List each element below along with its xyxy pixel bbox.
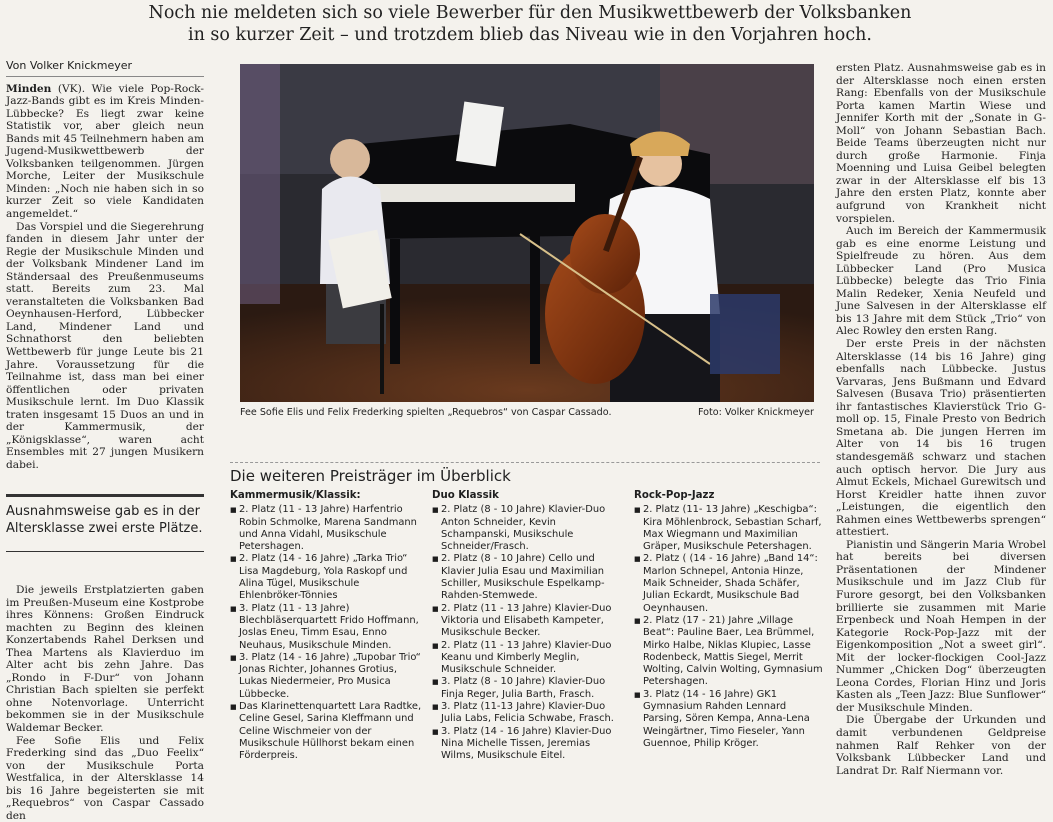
prize-entry: ■ 2. Platz (11 - 13 Jahre) Klavier-Duo Keanu und Kimberly Meglin, Musikschule Schneider. — [432, 640, 624, 677]
photo-caption: Fee Sofie Elis und Felix Frederking spielten „Requebros“ von Caspar Cassado. — [240, 407, 612, 418]
author-byline: Von Volker Knickmeyer — [6, 60, 204, 77]
paragraph-award-ceremony: Die Übergabe der Urkunden und damit verbundenen Geldpreise nahmen Ralf Rehker von der Volksbank Lübbecker Land und Landrat Dr. Ralf Niermann vor. — [836, 714, 1046, 777]
prize-entry: ■ 3. Platz (8 - 10 Jahre) Klavier-Duo Finja Reger, Julia Barth, Frasch. — [432, 676, 624, 701]
prize-entry: ■ 3. Platz (11 - 13 Jahre) Blechbläserquartett Frido Hoffmann, Joslas Eneu, Timm Esau, Enno Neuhaus, Musikschule Minden. — [230, 603, 422, 652]
prize-entry: ■ 2. Platz (8 - 10 Jahre) Klavier-Duo Anton Schneider, Kevin Schampanski, Musikschule Schneider/Frasch. — [432, 504, 624, 553]
paragraph-rock-pop-jazz: Pianistin und Sängerin Maria Wrobel hat bereits bei diversen Präsentationen der Mindener Musikschule und im Jazz Club für Furore gesorgt, bei den Volksbanken brillierte sie zusammen mit Marie Erpenbeck und Noah Hempen in der Kategorie Rock-Pop-Jazz mit der Eigenkomposition „Not a sweet girl“. Mit der locker-flockigen Cool-Jazz Nummer „Chicken Dog“ überzeugten Leona Cordes, Florian Hinz und Joris Kasten als „Teen Jazz: Blue Sunflower“ der Musikschule Minden. — [836, 538, 1046, 714]
article-photo — [240, 64, 814, 402]
prize-entry: ■ 3. Platz (14 - 16 Jahre) Klavier-Duo Nina Michelle Tissen, Jeremias Wilms, Musikschule Eitel. — [432, 726, 624, 763]
prize-column-kammermusik — [230, 490, 422, 763]
prize-list — [634, 504, 824, 750]
prize-list — [230, 504, 422, 762]
prize-entry: ■ 2. Platz (14 - 16 Jahre) „Tarka Trio“ Lisa Magdeburg, Yola Raskopf und Alina Tügel, Musikschule Ehlenbröker-Tönnies — [230, 553, 422, 602]
left-column — [6, 60, 204, 472]
prize-list — [432, 504, 624, 762]
paragraph-concert: Die jeweils Erstplatzierten gaben im Preußen-Museum eine Kostprobe ihres Könnens: Großen Eindruck machten zu Beginn des kleinen Konzertabends Rahel Derksen und Thea Martens als Klavierduo im Alter acht bis zehn Jahre. Das „Rondo in F-Dur“ von Johann Christian Bach spielten sie perfekt ohne Notenvorlage. Unterricht bekommen sie in der Musikschule Waldemar Becker. — [6, 584, 204, 735]
prize-entry: ■ 3. Platz (11-13 Jahre) Klavier-Duo Julia Labs, Felicia Schwabe, Frasch. — [432, 701, 624, 726]
prize-entry: ■ 2. Platz (11 - 13 Jahre) Harfentrio Robin Schmolke, Marena Sandmann und Anna Vidahl, Musikschule Petershagen. — [230, 504, 422, 553]
paragraph-event: Das Vorspiel und die Siegerehrung fanden in diesem Jahr unter der Regie der Musikschule Minden und der Volksbank Mindener Land im Ständersaal des Preußenmuseums statt. Bereits zum 23. Mal veranstalteten die Volksbanken Bad Oeynhausen-Herford, Lübbecker Land, Mindener Land und Schnathorst den beliebten Wettbewerb für junge Leute bis 21 Jahre. Voraussetzung für die Teilnahme ist, dass man bei einer öffentlichen oder privaten Musikschule lernt. Im Duo Klassik traten insgesamt 15 Duos an und in der Kammermusik, der „Königsklasse“, waren acht Ensembles mit 27 jungen Musikern dabei. — [6, 220, 204, 471]
photo-caption-row — [240, 407, 814, 418]
photo-credit: Foto: Volker Knickmeyer — [697, 407, 814, 418]
prize-column-duo-klassik — [432, 490, 624, 763]
prize-entry: ■ 2. Platz (17 - 21) Jahre „Village Beat“: Pauline Baer, Lea Brümmel, Mirko Halbe, Niklas Klupiec, Lasse Rodenbeck, Mattis Siegel, Merrit Wolting, Calvin Wolting, Gymnasium Petershagen. — [634, 615, 824, 689]
pull-quote: Ausnahmsweise gab es in der Altersklasse zwei erste Plätze. — [6, 494, 204, 552]
paragraph-intro-text: (VK). Wie viele Pop-Rock-Jazz-Bands gibt es im Kreis Minden-Lübbecke? Es liegt zwar keine Statistik vor, aber gleich neun Bands mit 45 Teilnehmern haben am Jugend-Musikwettbewerb der Volksbanken teilgenommen. Jürgen Morche, Leiter der Musikschule Minden: „Noch nie haben sich in so kurzer Zeit so viele Kandidaten angemeldet.“ — [6, 82, 204, 221]
prize-entry: ■ 2. Platz (8 - 10 Jahre) Cello und Klavier Julia Esau und Maximilian Schiller, Musikschule Espelkamp-Rahden-Stemwede. — [432, 553, 624, 602]
paragraph-busava-trio: Der erste Preis in der nächsten Altersklasse (14 bis 16 Jahre) ging ebenfalls nach Lübbecke. Justus Varvaras, Jens Bußmann und Edvard Salvesen (Busava Trio) präsentierten ihr fantastisches Klavierstück Trio G-moll op. 15, Finale Presto von Bedrich Smetana ab. Die jungen Herren im Alter von 14 bis 16 trugen standesgemäß schwarz und stachen auch optisch hervor. Die Jury aus Almut Eckels, Michael Gurewitsch und Horst Kreidler hatte ihnen zuvor „Leistungen, die eigentlich den Rahmen eines Wettbewerbs sprengen“ attestiert. — [836, 338, 1046, 539]
prize-column-heading: Rock-Pop-Jazz — [634, 490, 715, 501]
article-subheadline — [120, 2, 940, 46]
prize-entry: ■ 3. Platz (14 - 16 Jahre) „Tupobar Trio“ Jonas Richter, Johannes Grotius, Lukas Niedermeier, Pro Musica Lübbecke. — [230, 652, 422, 701]
photo-illustration — [240, 64, 814, 402]
prize-column-heading: Duo Klassik — [432, 490, 499, 501]
prize-entry: ■ 2. Platz (11 - 13 Jahre) Klavier-Duo Viktoria und Elisabeth Kampeter, Musikschule Becker. — [432, 603, 624, 640]
prize-entry: ■ 2. Platz ( (14 - 16 Jahre) „Band 14“: Marlon Schnepel, Antonia Hinze, Maik Schneider, Shada Schäfer, Julian Eckardt, Musikschule Bad Oeynhausen. — [634, 553, 824, 614]
left-column-lower — [6, 584, 204, 822]
paragraph-duo-feelix: Fee Sofie Elis und Felix Frederking sind das „Duo Feelix“ von der Musikschule Porta Westfalica, in der Altersklasse 14 bis 16 Jahre begeisterten sie mit „Requebros“ von Caspar Cassado den — [6, 734, 204, 822]
right-column — [836, 62, 1046, 777]
prize-entry: ■ Das Klarinettenquartett Lara Radtke, Celine Gesel, Sarina Kleffmann und Celine Wischmeier von der Musikschule Hüllhorst bekam einen Förderpreis. — [230, 701, 422, 762]
paragraph-intro — [6, 83, 204, 221]
prize-entry: ■ 2. Platz (11- 13 Jahre) „Keschigba“: Kira Möhlenbrock, Sebastian Scharf, Max Wiegmann und Maximilian Gräper, Musikschule Petershagen. — [634, 504, 824, 553]
dateline: Minden — [6, 82, 52, 95]
prize-entry: ■ 3. Platz (14 - 16 Jahre) GK1 Gymnasium Rahden Lennard Parsing, Sören Kempa, Anna-Lena Weingärtner, Timo Fieseler, Yann Guennoe, Philip Kröger. — [634, 689, 824, 750]
subheadline-line-2: in so kurzer Zeit – und trotzdem blieb das Niveau wie in den Vorjahren hoch. — [188, 25, 872, 45]
paragraph-chamber-music: Auch im Bereich der Kammermusik gab es eine enorme Leistung und Spielfreude zu hören. Aus dem Lübbecker Land (Pro Musica Lübbecke) belegte das Trio Finia Malin Redeker, Xenia Neufeld und June Salvesen in der Altersklasse elf bis 13 Jahre mit dem Stück „Trio“ von Alec Rowley den ersten Rang. — [836, 225, 1046, 338]
paragraph-first-places: ersten Platz. Ausnahmsweise gab es in der Altersklasse noch einen ersten Rang: Ebenfalls von der Musikschule Porta kamen Martin Wiese und Jennifer Korth mit der „Sonate in G-Moll“ von Johann Sebastian Bach. Beide Teams überzeugten nicht nur durch große Harmonie. Finja Moenning und Luisa Geibel belegten zwar in der Altersklasse elf bis 13 Jahre den ersten Platz, konnte aber aufgrund von Krankheit nicht vorspielen. — [836, 62, 1046, 225]
subheadline-line-1: Noch nie meldeten sich so viele Bewerber für den Musikwettbewerb der Volksbanken — [148, 3, 912, 23]
prize-column-rock-pop-jazz — [634, 490, 824, 750]
prizes-box-title: Die weiteren Preisträger im Überblick — [230, 462, 820, 485]
prize-column-heading: Kammermusik/Klassik: — [230, 490, 361, 501]
